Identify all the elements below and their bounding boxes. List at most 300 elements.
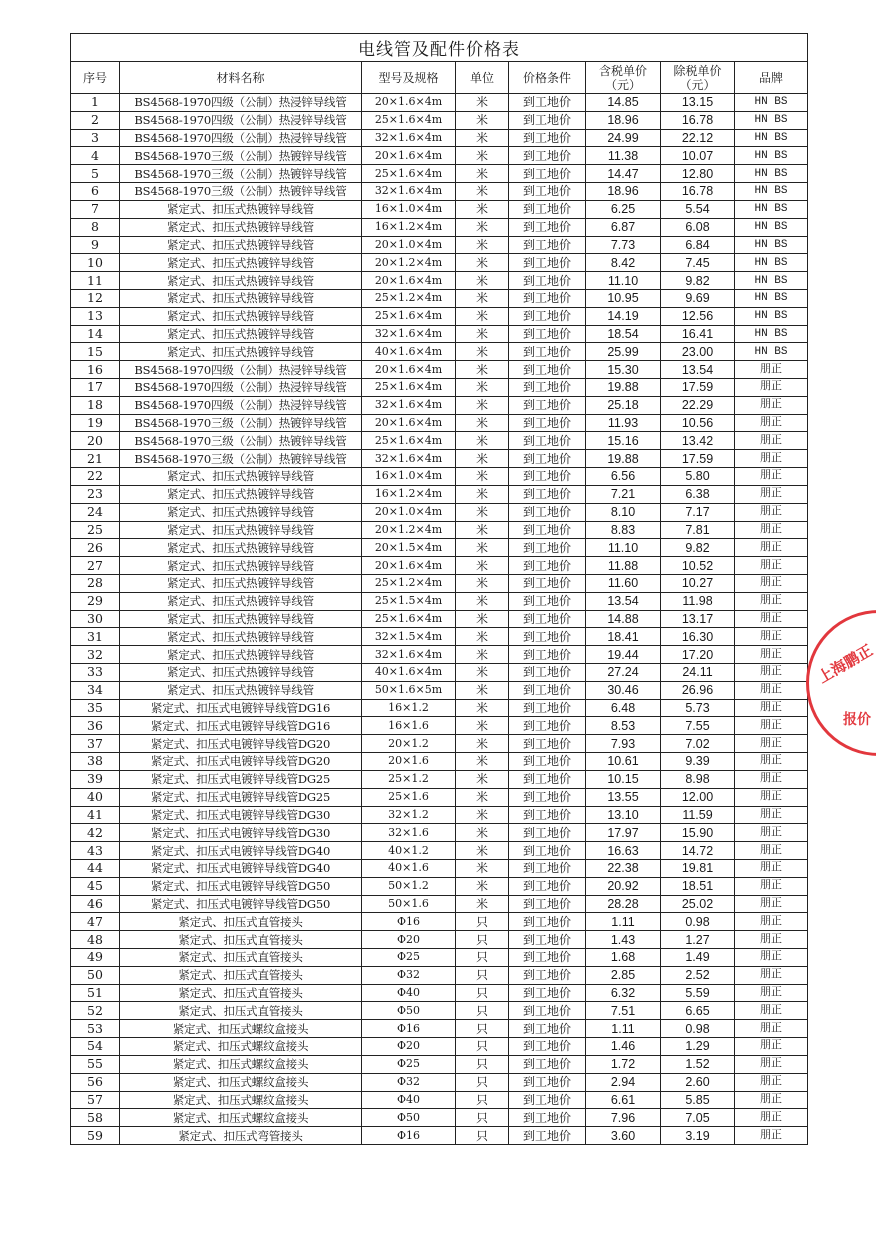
price-condition: 到工地价 [509, 307, 586, 325]
table-header-row [71, 62, 808, 94]
price-condition: 到工地价 [509, 859, 586, 877]
spec: 16×1.2×4m [362, 485, 456, 503]
unit: 只 [456, 1055, 509, 1073]
unit: 米 [456, 539, 509, 557]
spec: 20×1.6×4m [362, 147, 456, 165]
price-condition: 到工地价 [509, 1002, 586, 1020]
spec: 32×1.5×4m [362, 628, 456, 646]
price-with-tax: 17.97 [586, 824, 661, 842]
material-name: 紧定式、扣压式热镀锌导线管 [120, 200, 362, 218]
price-condition: 到工地价 [509, 1020, 586, 1038]
spec: 20×1.2 [362, 735, 456, 753]
unit: 只 [456, 1091, 509, 1109]
material-name: 紧定式、扣压式螺纹盒接头 [120, 1109, 362, 1127]
row-index: 23 [71, 485, 120, 503]
price-condition: 到工地价 [509, 592, 586, 610]
brand: HN BS [735, 325, 808, 343]
price-condition: 到工地价 [509, 485, 586, 503]
header-price-notax-label: 除税单价 [673, 63, 722, 78]
price-condition: 到工地价 [509, 521, 586, 539]
price-without-tax: 9.82 [661, 539, 735, 557]
brand: 朋正 [735, 610, 808, 628]
spec: 20×1.6×4m [362, 94, 456, 112]
unit: 米 [456, 183, 509, 201]
price-with-tax: 8.10 [586, 503, 661, 521]
row-index: 24 [71, 503, 120, 521]
price-without-tax: 12.80 [661, 165, 735, 183]
price-without-tax: 6.65 [661, 1002, 735, 1020]
unit: 米 [456, 788, 509, 806]
table-row [71, 1055, 808, 1073]
price-condition: 到工地价 [509, 94, 586, 112]
unit: 米 [456, 361, 509, 379]
material-name: 紧定式、扣压式直管接头 [120, 931, 362, 949]
material-name: BS4568-1970三级（公制）热镀锌导线管 [120, 432, 362, 450]
table-row [71, 450, 808, 468]
spec: 20×1.6×4m [362, 414, 456, 432]
row-index: 29 [71, 592, 120, 610]
table-row [71, 414, 808, 432]
brand: HN BS [735, 272, 808, 290]
price-without-tax: 8.98 [661, 770, 735, 788]
unit: 米 [456, 111, 509, 129]
row-index: 55 [71, 1055, 120, 1073]
brand: 朋正 [735, 396, 808, 414]
brand: 朋正 [735, 842, 808, 860]
price-with-tax: 10.61 [586, 753, 661, 771]
unit: 只 [456, 1127, 509, 1145]
price-condition: 到工地价 [509, 895, 586, 913]
material-name: BS4568-1970三级（公制）热镀锌导线管 [120, 165, 362, 183]
spec: 20×1.6×4m [362, 272, 456, 290]
spec: 25×1.5×4m [362, 592, 456, 610]
price-without-tax: 0.98 [661, 913, 735, 931]
price-with-tax: 19.88 [586, 450, 661, 468]
material-name: 紧定式、扣压式热镀锌导线管 [120, 289, 362, 307]
unit: 米 [456, 717, 509, 735]
price-without-tax: 18.51 [661, 877, 735, 895]
brand: 朋正 [735, 753, 808, 771]
spec: 16×1.0×4m [362, 468, 456, 486]
row-index: 20 [71, 432, 120, 450]
unit: 只 [456, 1002, 509, 1020]
unit: 米 [456, 592, 509, 610]
header-price-notax [661, 62, 735, 94]
price-without-tax: 19.81 [661, 859, 735, 877]
material-name: 紧定式、扣压式热镀锌导线管 [120, 307, 362, 325]
material-name: BS4568-1970三级（公制）热镀锌导线管 [120, 147, 362, 165]
table-row [71, 717, 808, 735]
material-name: 紧定式、扣压式电镀锌导线管DG16 [120, 717, 362, 735]
table-row [71, 379, 808, 397]
price-without-tax: 26.96 [661, 681, 735, 699]
price-without-tax: 25.02 [661, 895, 735, 913]
row-index: 54 [71, 1038, 120, 1056]
row-index: 53 [71, 1020, 120, 1038]
price-without-tax: 10.27 [661, 574, 735, 592]
row-index: 13 [71, 307, 120, 325]
spec: 32×1.6×4m [362, 325, 456, 343]
price-condition: 到工地价 [509, 272, 586, 290]
price-with-tax: 7.93 [586, 735, 661, 753]
material-name: 紧定式、扣压式直管接头 [120, 966, 362, 984]
table-row [71, 236, 808, 254]
material-name: 紧定式、扣压式电镀锌导线管DG16 [120, 699, 362, 717]
table-row [71, 94, 808, 112]
header-name: 材料名称 [120, 62, 362, 94]
spec: 20×1.5×4m [362, 539, 456, 557]
price-without-tax: 2.60 [661, 1073, 735, 1091]
brand: 朋正 [735, 574, 808, 592]
price-with-tax: 1.46 [586, 1038, 661, 1056]
price-without-tax: 6.08 [661, 218, 735, 236]
price-condition: 到工地价 [509, 949, 586, 967]
price-condition: 到工地价 [509, 610, 586, 628]
table-row [71, 931, 808, 949]
spec: 20×1.6×4m [362, 557, 456, 575]
unit: 只 [456, 931, 509, 949]
spec: 20×1.2×4m [362, 254, 456, 272]
header-index: 序号 [71, 62, 120, 94]
price-with-tax: 8.42 [586, 254, 661, 272]
price-with-tax: 16.63 [586, 842, 661, 860]
unit: 米 [456, 450, 509, 468]
spec: 25×1.6×4m [362, 379, 456, 397]
material-name: 紧定式、扣压式电镀锌导线管DG50 [120, 877, 362, 895]
price-condition: 到工地价 [509, 842, 586, 860]
brand: 朋正 [735, 1038, 808, 1056]
header-spec: 型号及规格 [362, 62, 456, 94]
price-without-tax: 1.52 [661, 1055, 735, 1073]
unit: 米 [456, 859, 509, 877]
row-index: 2 [71, 111, 120, 129]
price-condition: 到工地价 [509, 557, 586, 575]
material-name: 紧定式、扣压式电镀锌导线管DG20 [120, 753, 362, 771]
material-name: 紧定式、扣压式热镀锌导线管 [120, 557, 362, 575]
material-name: 紧定式、扣压式电镀锌导线管DG50 [120, 895, 362, 913]
price-with-tax: 24.99 [586, 129, 661, 147]
table-row [71, 610, 808, 628]
row-index: 37 [71, 735, 120, 753]
price-with-tax: 19.88 [586, 379, 661, 397]
table-row [71, 681, 808, 699]
price-condition: 到工地价 [509, 788, 586, 806]
unit: 米 [456, 681, 509, 699]
unit: 米 [456, 379, 509, 397]
row-index: 42 [71, 824, 120, 842]
brand: 朋正 [735, 877, 808, 895]
material-name: 紧定式、扣压式直管接头 [120, 949, 362, 967]
brand: 朋正 [735, 1020, 808, 1038]
brand: 朋正 [735, 592, 808, 610]
table-row [71, 468, 808, 486]
row-index: 12 [71, 289, 120, 307]
price-with-tax: 7.21 [586, 485, 661, 503]
brand: 朋正 [735, 735, 808, 753]
material-name: 紧定式、扣压式热镀锌导线管 [120, 646, 362, 664]
unit: 米 [456, 842, 509, 860]
material-name: 紧定式、扣压式电镀锌导线管DG20 [120, 735, 362, 753]
unit: 米 [456, 503, 509, 521]
material-name: 紧定式、扣压式热镀锌导线管 [120, 628, 362, 646]
unit: 米 [456, 521, 509, 539]
table-row [71, 859, 808, 877]
unit: 米 [456, 824, 509, 842]
row-index: 48 [71, 931, 120, 949]
table-row [71, 111, 808, 129]
price-without-tax: 22.29 [661, 396, 735, 414]
spec: 25×1.6 [362, 788, 456, 806]
spec: Φ20 [362, 1038, 456, 1056]
price-without-tax: 7.81 [661, 521, 735, 539]
price-without-tax: 16.41 [661, 325, 735, 343]
brand: 朋正 [735, 664, 808, 682]
brand: 朋正 [735, 824, 808, 842]
price-with-tax: 8.53 [586, 717, 661, 735]
price-without-tax: 13.15 [661, 94, 735, 112]
brand: HN BS [735, 200, 808, 218]
price-with-tax: 1.68 [586, 949, 661, 967]
price-condition: 到工地价 [509, 1091, 586, 1109]
price-table [70, 33, 808, 1145]
table-row [71, 521, 808, 539]
price-without-tax: 7.45 [661, 254, 735, 272]
unit: 米 [456, 218, 509, 236]
header-price-tax-unit: （元） [604, 77, 641, 92]
unit: 米 [456, 557, 509, 575]
table-row [71, 949, 808, 967]
row-index: 44 [71, 859, 120, 877]
price-with-tax: 25.99 [586, 343, 661, 361]
price-without-tax: 15.90 [661, 824, 735, 842]
header-price-tax-label: 含税单价 [598, 63, 647, 78]
brand: 朋正 [735, 931, 808, 949]
table-row [71, 1020, 808, 1038]
price-condition: 到工地价 [509, 450, 586, 468]
row-index: 22 [71, 468, 120, 486]
unit: 米 [456, 628, 509, 646]
table-row [71, 343, 808, 361]
price-with-tax: 6.25 [586, 200, 661, 218]
price-without-tax: 13.42 [661, 432, 735, 450]
row-index: 41 [71, 806, 120, 824]
brand: 朋正 [735, 539, 808, 557]
unit: 只 [456, 1038, 509, 1056]
spec: Φ32 [362, 1073, 456, 1091]
price-without-tax: 7.55 [661, 717, 735, 735]
price-without-tax: 16.78 [661, 183, 735, 201]
row-index: 25 [71, 521, 120, 539]
spec: 16×1.6 [362, 717, 456, 735]
brand: 朋正 [735, 485, 808, 503]
unit: 米 [456, 325, 509, 343]
row-index: 49 [71, 949, 120, 967]
row-index: 8 [71, 218, 120, 236]
price-with-tax: 2.94 [586, 1073, 661, 1091]
price-with-tax: 11.93 [586, 414, 661, 432]
table-row [71, 1002, 808, 1020]
price-with-tax: 13.55 [586, 788, 661, 806]
price-condition: 到工地价 [509, 379, 586, 397]
spec: 25×1.6×4m [362, 165, 456, 183]
price-condition: 到工地价 [509, 468, 586, 486]
row-index: 32 [71, 646, 120, 664]
brand: 朋正 [735, 432, 808, 450]
spec: Φ16 [362, 1127, 456, 1145]
price-condition: 到工地价 [509, 824, 586, 842]
spec: 16×1.2 [362, 699, 456, 717]
table-row [71, 200, 808, 218]
spec: Φ50 [362, 1109, 456, 1127]
price-condition: 到工地价 [509, 931, 586, 949]
brand: 朋正 [735, 1109, 808, 1127]
table-row [71, 432, 808, 450]
brand: 朋正 [735, 788, 808, 806]
price-condition: 到工地价 [509, 165, 586, 183]
price-with-tax: 14.88 [586, 610, 661, 628]
row-index: 6 [71, 183, 120, 201]
material-name: BS4568-1970四级（公制）热浸锌导线管 [120, 379, 362, 397]
spec: 25×1.6×4m [362, 432, 456, 450]
price-condition: 到工地价 [509, 966, 586, 984]
material-name: 紧定式、扣压式电镀锌导线管DG30 [120, 806, 362, 824]
spec: 40×1.2 [362, 842, 456, 860]
unit: 米 [456, 432, 509, 450]
price-condition: 到工地价 [509, 289, 586, 307]
price-condition: 到工地价 [509, 984, 586, 1002]
brand: 朋正 [735, 1002, 808, 1020]
price-without-tax: 9.39 [661, 753, 735, 771]
unit: 只 [456, 913, 509, 931]
price-condition: 到工地价 [509, 1073, 586, 1091]
brand: 朋正 [735, 379, 808, 397]
spec: 40×1.6×4m [362, 664, 456, 682]
row-index: 18 [71, 396, 120, 414]
table-row [71, 842, 808, 860]
row-index: 4 [71, 147, 120, 165]
price-with-tax: 7.73 [586, 236, 661, 254]
price-without-tax: 12.56 [661, 307, 735, 325]
brand: 朋正 [735, 646, 808, 664]
unit: 米 [456, 94, 509, 112]
brand: 朋正 [735, 859, 808, 877]
brand: 朋正 [735, 984, 808, 1002]
table-row [71, 361, 808, 379]
material-name: 紧定式、扣压式电镀锌导线管DG40 [120, 842, 362, 860]
brand: HN BS [735, 111, 808, 129]
unit: 米 [456, 646, 509, 664]
price-with-tax: 1.43 [586, 931, 661, 949]
spec: 32×1.6×4m [362, 129, 456, 147]
price-condition: 到工地价 [509, 681, 586, 699]
price-without-tax: 9.82 [661, 272, 735, 290]
table-row [71, 1073, 808, 1091]
price-with-tax: 6.48 [586, 699, 661, 717]
unit: 米 [456, 753, 509, 771]
table-row [71, 592, 808, 610]
unit: 米 [456, 485, 509, 503]
price-without-tax: 23.00 [661, 343, 735, 361]
table-row [71, 788, 808, 806]
unit: 只 [456, 984, 509, 1002]
spec: 25×1.2 [362, 770, 456, 788]
price-with-tax: 14.47 [586, 165, 661, 183]
price-condition: 到工地价 [509, 664, 586, 682]
material-name: 紧定式、扣压式热镀锌导线管 [120, 272, 362, 290]
price-without-tax: 1.49 [661, 949, 735, 967]
spec: 16×1.2×4m [362, 218, 456, 236]
material-name: BS4568-1970四级（公制）热浸锌导线管 [120, 361, 362, 379]
price-without-tax: 22.12 [661, 129, 735, 147]
seal-bottom-text: 报价 [843, 712, 871, 728]
price-without-tax: 17.59 [661, 379, 735, 397]
price-without-tax: 3.19 [661, 1127, 735, 1145]
price-with-tax: 13.10 [586, 806, 661, 824]
price-without-tax: 7.05 [661, 1109, 735, 1127]
price-without-tax: 24.11 [661, 664, 735, 682]
spec: 50×1.2 [362, 877, 456, 895]
table-row [71, 913, 808, 931]
brand: 朋正 [735, 468, 808, 486]
price-without-tax: 6.84 [661, 236, 735, 254]
price-without-tax: 5.80 [661, 468, 735, 486]
brand: HN BS [735, 165, 808, 183]
material-name: 紧定式、扣压式螺纹盒接头 [120, 1020, 362, 1038]
price-without-tax: 13.54 [661, 361, 735, 379]
brand: 朋正 [735, 361, 808, 379]
spec: Φ20 [362, 931, 456, 949]
unit: 只 [456, 966, 509, 984]
row-index: 47 [71, 913, 120, 931]
unit: 只 [456, 1020, 509, 1038]
price-with-tax: 18.96 [586, 183, 661, 201]
table-row [71, 1127, 808, 1145]
price-with-tax: 1.11 [586, 913, 661, 931]
price-with-tax: 11.88 [586, 557, 661, 575]
table-row [71, 895, 808, 913]
spec: 50×1.6 [362, 895, 456, 913]
price-without-tax: 11.59 [661, 806, 735, 824]
price-condition: 到工地价 [509, 432, 586, 450]
unit: 米 [456, 129, 509, 147]
table-row [71, 574, 808, 592]
spec: 25×1.6×4m [362, 111, 456, 129]
price-condition: 到工地价 [509, 646, 586, 664]
price-without-tax: 17.20 [661, 646, 735, 664]
price-with-tax: 7.96 [586, 1109, 661, 1127]
spec: 32×1.6 [362, 824, 456, 842]
material-name: BS4568-1970四级（公制）热浸锌导线管 [120, 129, 362, 147]
row-index: 21 [71, 450, 120, 468]
unit: 米 [456, 236, 509, 254]
spec: Φ25 [362, 1055, 456, 1073]
material-name: 紧定式、扣压式螺纹盒接头 [120, 1038, 362, 1056]
table-row [71, 824, 808, 842]
price-condition: 到工地价 [509, 770, 586, 788]
header-brand: 品牌 [735, 62, 808, 94]
brand: HN BS [735, 129, 808, 147]
unit: 米 [456, 468, 509, 486]
unit: 米 [456, 254, 509, 272]
unit: 米 [456, 877, 509, 895]
company-seal [806, 610, 876, 756]
price-condition: 到工地价 [509, 735, 586, 753]
material-name: 紧定式、扣压式热镀锌导线管 [120, 468, 362, 486]
table-row [71, 1091, 808, 1109]
spec: 32×1.6×4m [362, 646, 456, 664]
price-with-tax: 7.51 [586, 1002, 661, 1020]
price-with-tax: 14.85 [586, 94, 661, 112]
